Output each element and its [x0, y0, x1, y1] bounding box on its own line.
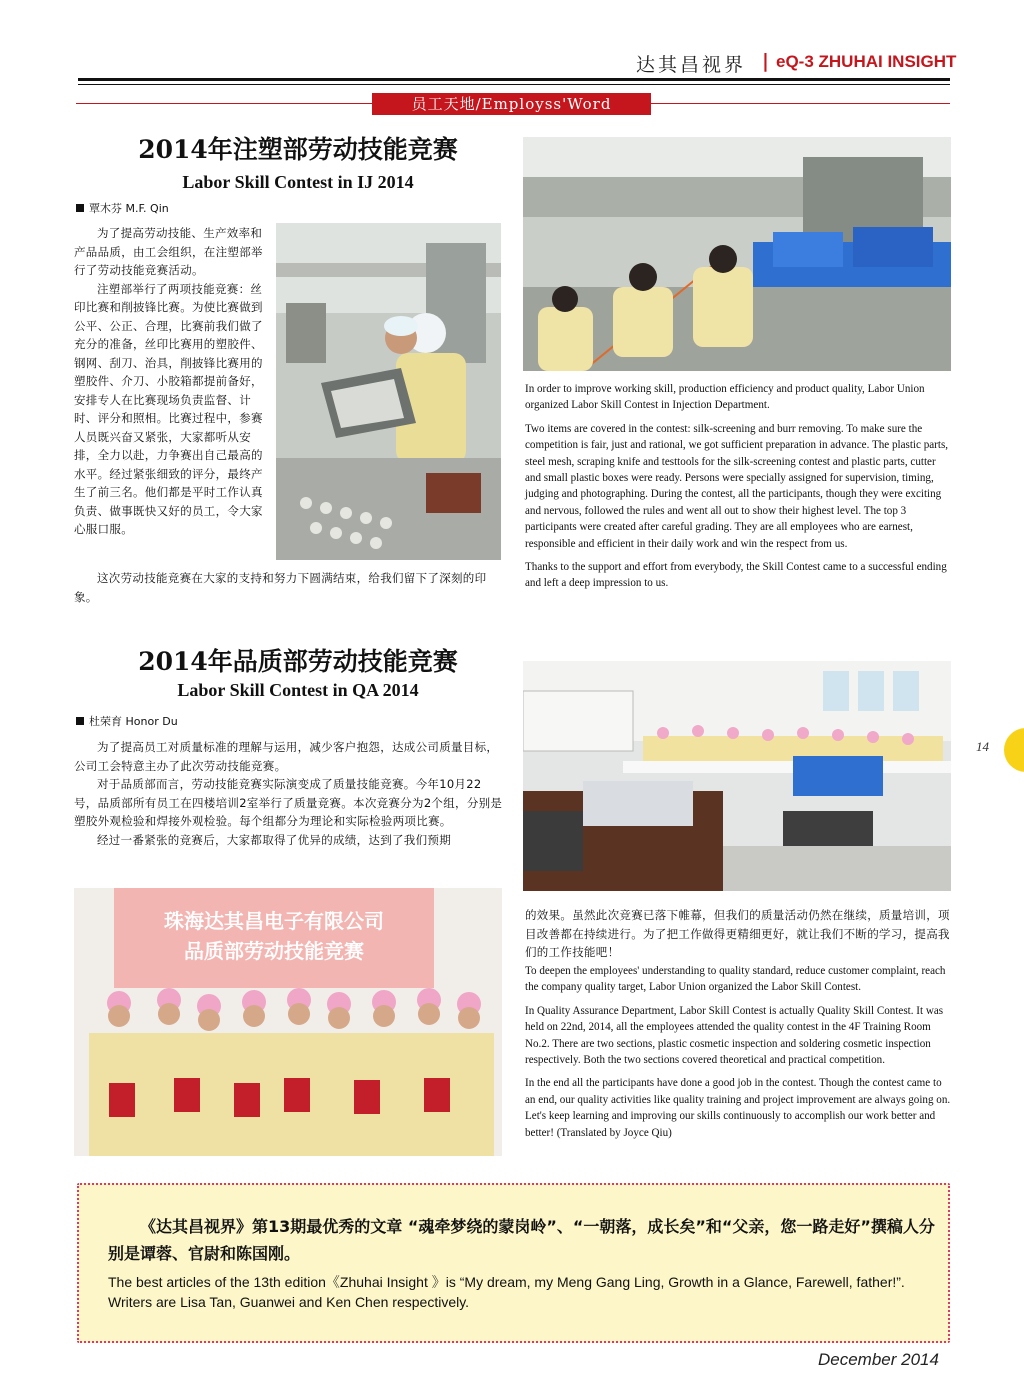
page-tab-decoration — [1004, 728, 1024, 772]
article1-en-body — [525, 381, 952, 599]
article1-cn-paragraph: 为了提高劳动技能、生产效率和产品品质，由工会组织，在注塑部举行了劳动技能竞赛活动。 — [74, 226, 263, 277]
banner-line-contest: 品质部劳动技能竞赛 — [184, 939, 364, 963]
article2-cn-paragraph: 经过一番紧张的竞赛后，大家都取得了优异的成绩，达到了我们预期 — [97, 832, 451, 847]
article1-cn-closing-paragraph: 这次劳动技能竞赛在大家的支持和努力下圆满结束，给我们留下了深刻的印象。 — [74, 571, 487, 604]
notice-text-cn: 《达其昌视界》第13期最优秀的文章 “魂牵梦绕的蒙岗岭”、“一朝落，成长矣”和“父亲，您一路走好”撰稿人分别是谭蓉、官尉和陈国刚。 — [108, 1217, 935, 1263]
photo-silk-screening — [276, 223, 501, 560]
article1-byline — [76, 200, 169, 216]
header-rule-thin — [78, 84, 950, 85]
byline-square-icon — [76, 204, 84, 212]
article2-en-body — [525, 963, 952, 1148]
photo-burr-removing — [523, 137, 951, 371]
article2-cn-body — [74, 738, 504, 849]
article1-en-paragraph: Two items are covered in the contest: silk-screening and burr removing. To make sure the competition is fair, just and rational, we got sufficient preparation in advance. The plastic parts, steel mesh, scraping knife and testtools for the silk-screening contest and plastic parts, cutter and small plastic boxes were ready. Persons were specially assigned for supervision, timing, judging and photographing. During the contest, all the participants, though they were exciting and nervous, followed the rules and went all out to show their highest level. The top 3 participants were created after careful grading. They are all employees who are earnest, responsible and efficient in their daily work and win the respect from us. — [525, 422, 949, 550]
article1-cn-body — [74, 224, 268, 539]
article2-en-paragraph: In Quality Assurance Department, Labor Skill Contest is actually Quality Skill Contest. It was held on 22nd, 2014, all the employees attended the quality contest in the 4F Training Room No.2. There are two sections, plastic cosmetic inspection and soldering cosmetic inspection respectively. Both the two sections covered theoretical and practical competition. — [525, 1004, 944, 1067]
photo-exam-room — [523, 661, 951, 891]
article2-title-en: Labor Skill Contest in QA 2014 — [177, 680, 419, 700]
article1-en-paragraph: In order to improve working skill, production efficiency and product quality, Labor Union organized Labor Skill Contest in Injection Department. — [525, 383, 925, 412]
page-number: 14 — [976, 739, 989, 754]
article2-en-paragraph: In the end all the participants have done a good job in the contest. Though the contest came to an end, our quality activities like quality training and project improvement are always going on. Let's keep learning and improving our skills continuously to accomplish our work better and better! (Translated by Joyce Qiu) — [525, 1077, 951, 1139]
article2-cn-continued — [525, 906, 952, 962]
article2-cn-paragraph: 对于品质部而言，劳动技能竞赛实际演变成了质量技能竞赛。今年10月22号，品质部所有员工在四楼培训2室举行了质量竞赛。本次竞赛分为2个组，分别是塑胶外观检验和焊接外观检验。每个组都分为理论和实际检验两项比赛。 — [74, 777, 503, 828]
article2-title-cn: 2014年品质部劳动技能竞赛 — [138, 647, 458, 676]
header-rule-thick — [78, 78, 950, 81]
magazine-title-cn: 达其昌视界 — [636, 54, 747, 76]
banner-text — [114, 906, 434, 966]
article1-cn-closing — [74, 569, 506, 606]
article2-cn-paragraph: 为了提高员工对质量标准的理解与运用，减少客户抱怨，达成公司质量目标，公司工会特意主办了此次劳动技能竞赛。 — [74, 740, 499, 773]
article1-title-cn: 2014年注塑部劳动技能竞赛 — [138, 135, 458, 164]
article1-cn-paragraph: 注塑部举行了两项技能竞赛：丝印比赛和削披锋比赛。为使比赛做到公平、公正、合理，比赛前我们做了充分的准备，丝印比赛用的塑胶件、钢网、刮刀、治具，削披锋比赛用的塑胶件、介刀、小胶箱都提前备好，安排专人在比赛现场负责监督、计时、评分和照相。比赛过程中，参赛人员既兴奋又紧张，大家都听从安排，全力以赴，力争赛出自己最高的水平。经过紧张细致的评分，最终产生了前三名。他们都是平时工作认真负责、做事既快又好的员工，令大家心服口服。 — [74, 281, 263, 536]
article1-author: 覃木芬 M.F. Qin — [89, 202, 169, 215]
issue-date: December 2014 — [818, 1350, 939, 1369]
article2-cn-continued-paragraph: 的效果。虽然此次竞赛已落下帷幕，但我们的质量活动仍然在继续，质量培训，项目改善都在持续进行。为了把工作做得更精细更好，就让我们不断的学习，提高我们的工作技能吧！ — [525, 908, 950, 959]
article2-byline — [76, 713, 178, 729]
banner-line-company: 珠海达其昌电子有限公司 — [164, 909, 384, 933]
magazine-title-en: eQ-3 ZHUHAI INSIGHT — [776, 52, 957, 71]
header-separator: | — [762, 50, 769, 72]
article1-en-paragraph: Thanks to the support and effort from everybody, the Skill Contest came to a successful ending and left a deep impression to us. — [525, 561, 947, 590]
section-tag: 员工天地/Employss'Word — [372, 93, 651, 115]
notice-text-en: The best articles of the 13th edition《Zhuhai Insight 》is “My dream, my Meng Gang Ling, Growth in a Glance, Farewell, father!”. Writers are Lisa Tan, Guanwei and Ken Chen respectively. — [108, 1274, 905, 1310]
article1-title-en: Labor Skill Contest in IJ 2014 — [182, 172, 414, 192]
byline-square-icon — [76, 717, 84, 725]
article2-author: 杜荣育 Honor Du — [89, 715, 178, 728]
article2-en-paragraph: To deepen the employees' understanding to quality standard, reduce customer complaint, reach the company quality target, Labor Union organized the Labor Skill Contest. — [525, 965, 946, 994]
